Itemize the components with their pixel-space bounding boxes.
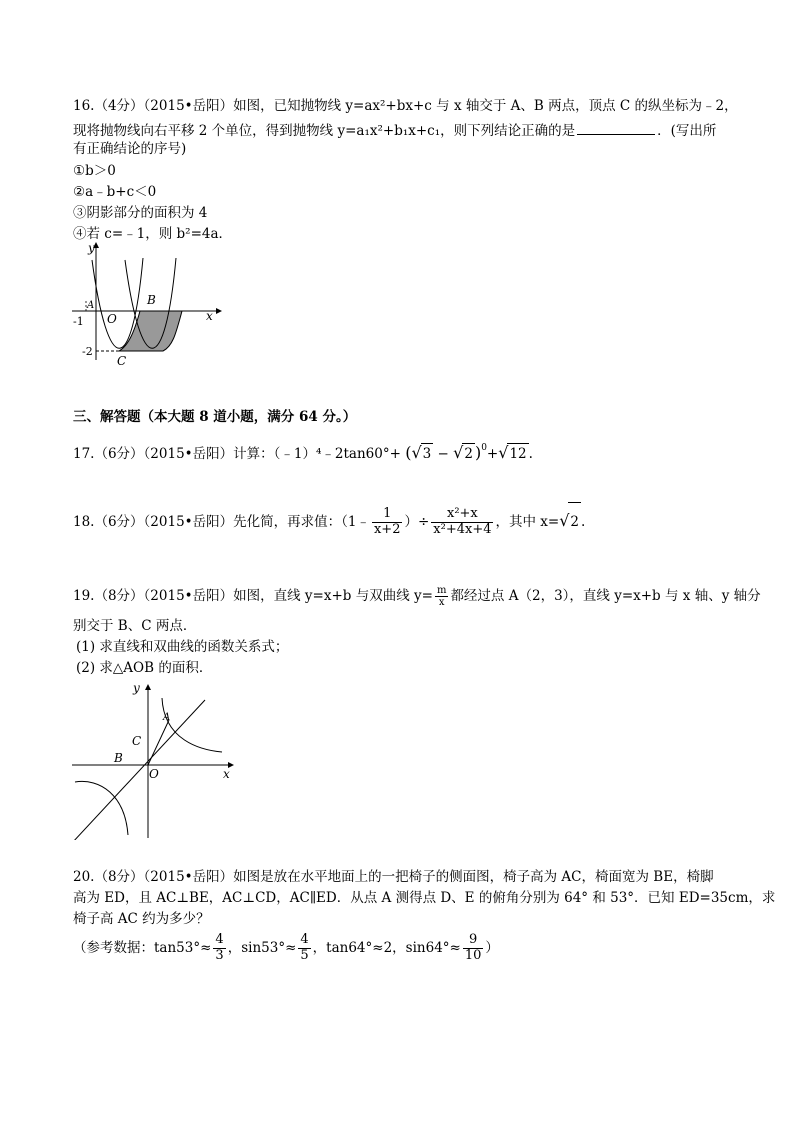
q16-option-4: ④若 c=﹣1，则 b²=4a． xyxy=(73,226,233,242)
q19-line1-tail: 都经过点 A（2，3），直线 y=x+b 与 x 轴、y 轴分 xyxy=(450,588,761,604)
radical-sign: √ xyxy=(453,443,464,462)
q18-prefix: 18.（6分）（2015•岳阳）先化简，再求值：（1﹣ xyxy=(73,514,370,530)
ref-f1-den: 3 xyxy=(215,948,224,963)
label-A: A xyxy=(87,300,95,311)
answer-blank[interactable] xyxy=(577,122,655,135)
q16-line1: 16.（4分）（2015•岳阳）如图，已知抛物线 y=ax²+bx+c 与 x 轴交于 A、B 两点，顶点 C 的纵坐标为﹣2， xyxy=(73,98,738,114)
q16-option-2: ②a﹣b+c＜0 xyxy=(73,184,157,200)
label-x: x xyxy=(223,767,230,781)
q20-line1: 20.（8分）（2015•岳阳）如图是放在水平地面上的一把椅子的侧面图，椅子高为 AC，椅面宽为 BE，椅脚 xyxy=(73,869,714,885)
radical-sign: √ xyxy=(498,443,509,462)
label-C: C xyxy=(117,354,127,368)
y-axis-arrow xyxy=(145,684,151,690)
label-B: B xyxy=(114,751,123,765)
ref-frac-1 xyxy=(213,933,225,964)
q19-line1 xyxy=(73,580,761,612)
q16-option-3: ③阴影部分的面积为 4 xyxy=(73,205,208,221)
q18-mid: ）÷ xyxy=(404,514,430,530)
ref-f3-den: 10 xyxy=(464,948,482,963)
q19-line2: 别交于 B、C 两点． xyxy=(73,618,197,634)
frac1-den: x+2 xyxy=(373,522,401,537)
shaded-region xyxy=(119,311,182,351)
plus: + xyxy=(486,446,499,462)
q16-line2 xyxy=(73,122,716,139)
radical-sign: √ xyxy=(411,443,422,462)
radical-sign: √ xyxy=(559,511,570,530)
paren-open: ( xyxy=(405,443,412,462)
frac2-den: x²+4x+4 xyxy=(433,522,492,537)
sqrt2: 2 xyxy=(462,443,475,464)
ref-mid1: ，sin53°≈ xyxy=(227,940,297,956)
label-B: B xyxy=(147,293,156,307)
q17-prefix: 17.（6分）（2015•岳阳）计算：（﹣1）⁴﹣2tan60°+ xyxy=(73,446,401,462)
label-y: y xyxy=(133,681,140,695)
fraction-1 xyxy=(372,507,403,538)
q16-parabola-figure xyxy=(70,238,230,368)
label-minus2: -2 xyxy=(82,345,93,358)
label-minus1: -1 xyxy=(73,315,84,328)
q18-suffix: ，其中 x= xyxy=(495,514,560,530)
line-y-x-plus-b xyxy=(72,700,205,840)
paren-close: ) xyxy=(474,443,482,462)
frac1-num: 1 xyxy=(372,507,403,523)
label-C: C xyxy=(132,734,142,748)
label-x: x xyxy=(206,309,213,323)
label-O: O xyxy=(107,312,117,326)
q16-line2-text: 现将抛物线向右平移 2 个单位，得到抛物线 y=a₁x²+b₁x+c₁，则下列结论正确的是 xyxy=(73,123,576,139)
q19-line1-text: 19.（8分）（2015•岳阳）如图，直线 y=x+b 与双曲线 y= xyxy=(73,588,433,604)
q20-line2: 高为 ED，且 AC⊥BE，AC⊥CD，AC∥ED．从点 A 测得点 D、E 的俯角分别为 64° 和 53°．已知 ED=35cm，求 xyxy=(73,890,776,906)
fraction-2 xyxy=(431,507,493,538)
q19-fraction xyxy=(435,585,448,609)
ref-prefix: （参考数据：tan53°≈ xyxy=(73,940,212,956)
ref-mid2: ，tan64°≈2，sin64°≈ xyxy=(312,940,461,956)
frac2-num: x²+x xyxy=(431,507,493,523)
label-A: A xyxy=(163,712,171,723)
ref-f2-den: 5 xyxy=(300,948,309,963)
exponent: 0 xyxy=(481,443,487,453)
hyperbola-branch-1 xyxy=(162,698,222,752)
q18-line xyxy=(73,502,585,541)
ref-frac-3 xyxy=(463,933,484,964)
q19-frac-den: x xyxy=(438,597,445,608)
ref-f1-num: 4 xyxy=(215,932,224,948)
label-O: O xyxy=(149,767,159,781)
ref-f2-num: 4 xyxy=(300,932,309,948)
q20-reference xyxy=(73,930,499,966)
x-axis-arrow xyxy=(216,308,222,314)
q19-frac-num: m xyxy=(436,584,447,596)
q17-line: 17.（6分）（2015•岳阳）计算：（﹣1）⁴﹣2tan60°+ (√3 − √2 )$^0$+√12 . xyxy=(73,443,533,462)
q18-end: . xyxy=(581,514,586,530)
q19-figure xyxy=(70,680,250,840)
sqrt2: 2 xyxy=(568,502,581,541)
q20-line3: 椅子高 AC 约为多少？ xyxy=(73,911,210,927)
ref-f3-num: 9 xyxy=(463,933,484,949)
ref-frac-2 xyxy=(298,933,310,964)
ref-end: ） xyxy=(485,940,499,956)
sqrt3: 3 xyxy=(421,443,434,464)
sqrt12: 12 xyxy=(507,443,528,464)
q19-sub2: (2) 求△AOB 的面积． xyxy=(76,660,213,676)
q16-line2-tail: ．(写出所 xyxy=(657,123,717,139)
q16-option-1: ①b＞0 xyxy=(73,163,116,179)
q16-line3: 有正确结论的序号) xyxy=(73,141,187,157)
section-title: 三、解答题（本大题 8 道小题，满分 64 分。） xyxy=(73,409,357,425)
q17-end: . xyxy=(528,446,533,462)
q19-sub1: (1) 求直线和双曲线的函数关系式； xyxy=(76,639,289,655)
hyperbola-branch-3 xyxy=(75,781,128,835)
label-y: y xyxy=(88,241,95,255)
